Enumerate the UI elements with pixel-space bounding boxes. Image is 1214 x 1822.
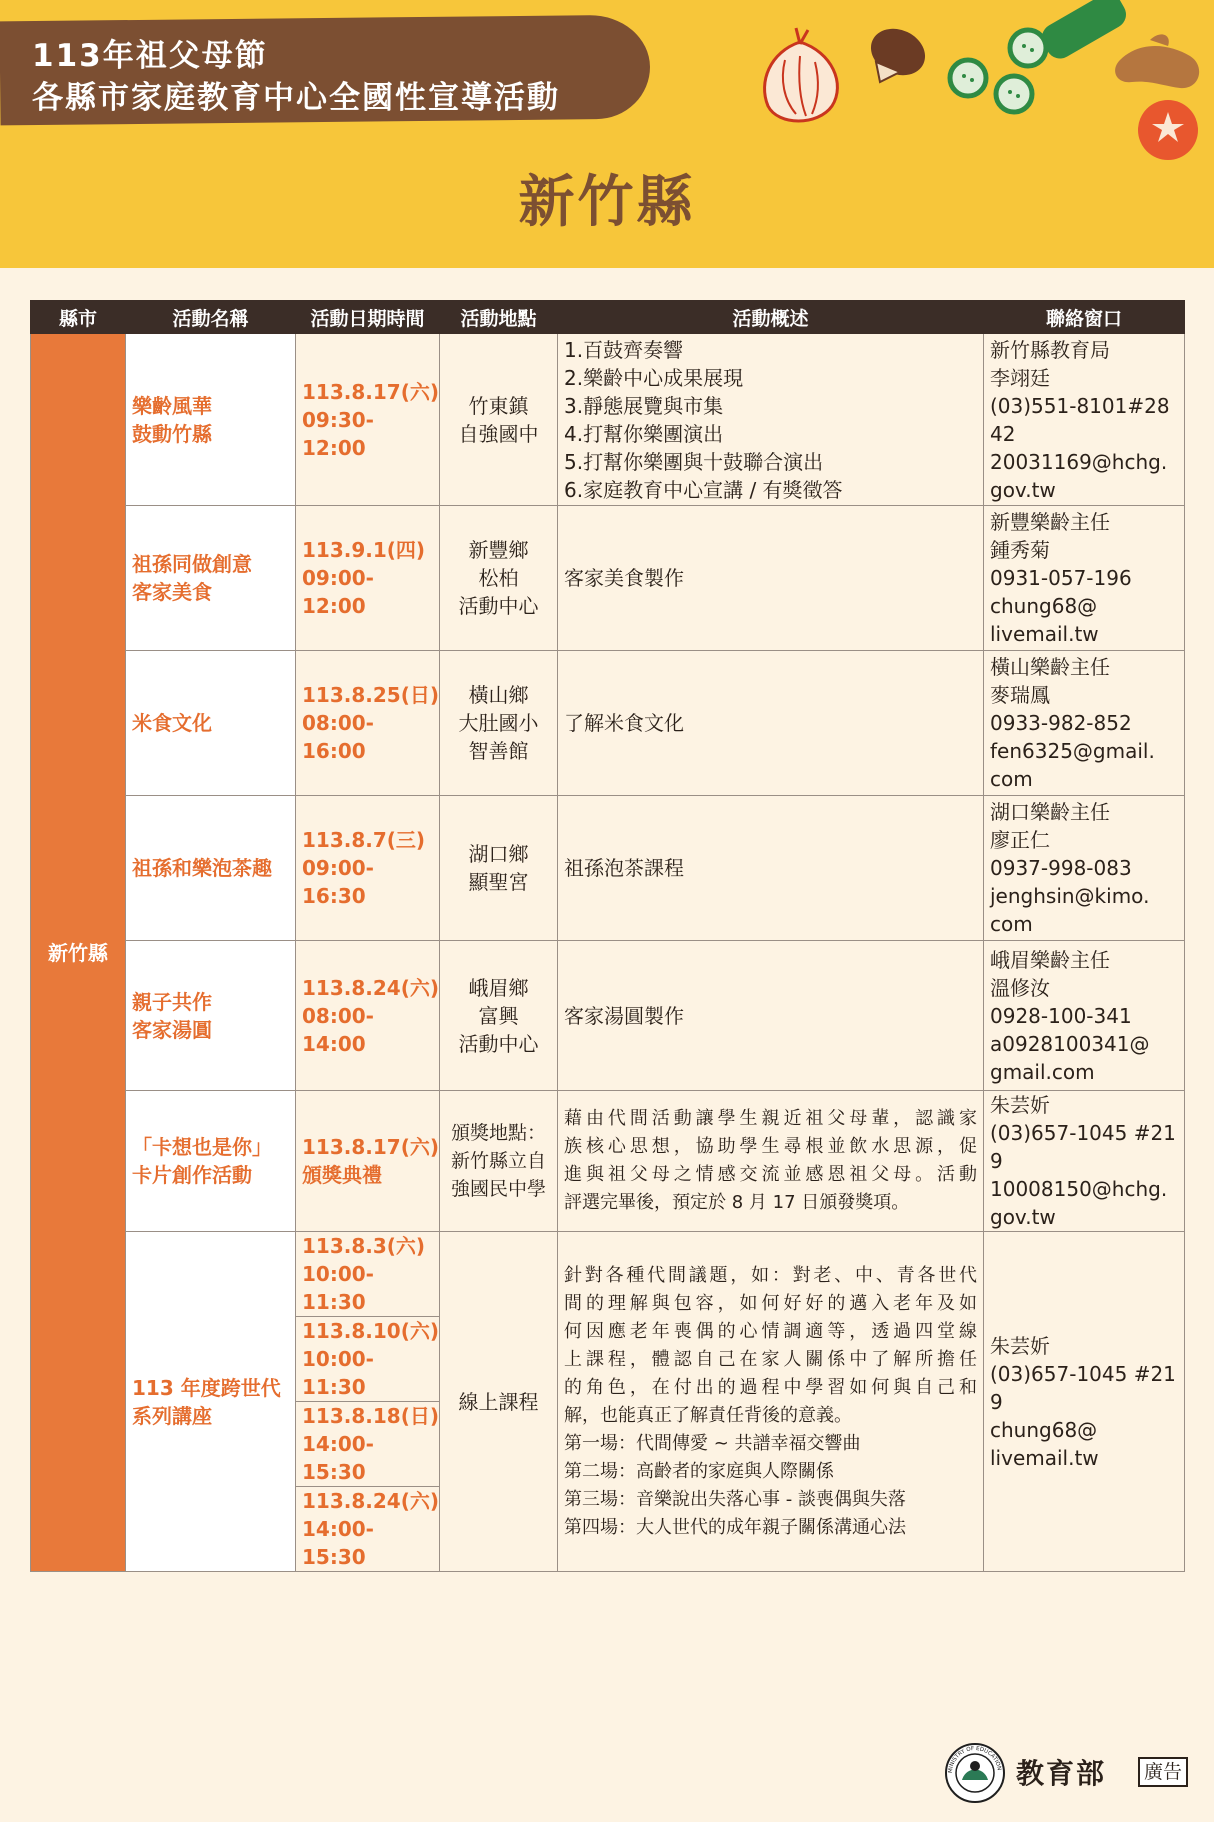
location-line: 智善館 [468, 739, 529, 763]
contact-line: 20031169@hchg. [990, 449, 1168, 474]
contact-line: livemail.tw [990, 1445, 1099, 1470]
table-row [31, 1091, 1185, 1232]
county-title: 新竹縣 [518, 170, 696, 235]
location-line: 強國民中學 [450, 1178, 546, 1200]
description-line: 評選完畢後，預定於 8 月 17 日頒發獎項。 [564, 1192, 910, 1213]
contact-line: com [990, 912, 1033, 936]
time-line: 14:00-15:30 [302, 1517, 374, 1569]
date-line: 113.9.1(四) [302, 538, 426, 562]
ginger-icon [1115, 34, 1199, 88]
contact-cell [984, 1091, 1185, 1232]
contact-line: livemail.tw [990, 622, 1099, 646]
description-line: 的角色，在付出的過程中學習如何與自己和 [564, 1376, 977, 1398]
description-line: 間的理解與包容，如何好好的邁入老年及如 [564, 1292, 977, 1314]
description-cell [558, 1232, 984, 1572]
time-line: 08:00-16:00 [302, 711, 374, 763]
description-cell [558, 796, 984, 941]
description-line: 第三場：音樂說出失落心事 - 談喪偶與失落 [564, 1488, 906, 1510]
description-line: 3.靜態展覽與市集 [564, 393, 724, 418]
col-header-county: 縣市 [31, 301, 126, 334]
description-line: 4.打幫你樂團演出 [564, 421, 724, 446]
location-line: 大肚國小 [458, 711, 539, 735]
location-line: 新豐鄉 [468, 538, 529, 562]
table-row [31, 651, 1185, 796]
time-line: 09:00-16:30 [302, 856, 374, 908]
description-line: 針對各種代間議題，如：對老、中、青各世代 [564, 1264, 977, 1286]
contact-line: gov.tw [990, 1205, 1056, 1229]
location-line: 富興 [478, 1003, 519, 1028]
activity-name-line: 祖孫同做創意 [132, 552, 252, 576]
description-line: 解，也能真正了解責任背後的意義。 [564, 1404, 852, 1426]
location-line: 松柏 [478, 566, 519, 590]
datetime-cell [296, 941, 440, 1091]
onion-icon [765, 28, 838, 121]
description-cell [558, 506, 984, 651]
ministry-logo-icon [944, 1742, 1006, 1804]
contact-line: 鍾秀菊 [990, 538, 1050, 562]
location-cell [440, 1091, 558, 1232]
main-title-line1: 113年祖父母節 [32, 38, 268, 74]
activity-name-cell [126, 1091, 296, 1232]
activity-name-cell [126, 651, 296, 796]
contact-line: 0933-982-852 [990, 711, 1132, 735]
time-line: 08:00-14:00 [302, 1003, 374, 1056]
contact-line: com [990, 767, 1033, 791]
contact-line: 朱芸妡 [990, 1093, 1050, 1117]
contact-line: chung68@ [990, 594, 1098, 618]
mushroom-icon [863, 20, 932, 84]
contact-line: gov.tw [990, 477, 1056, 502]
description-line: 客家湯圓製作 [564, 1003, 684, 1028]
header-banner [0, 0, 1214, 268]
award-line: 頒獎典禮 [302, 1163, 382, 1187]
activity-name-line: 鼓動竹縣 [132, 421, 212, 446]
location-line: 新竹縣立自 [450, 1150, 546, 1172]
activity-name-cell [126, 334, 296, 506]
contact-line: 10008150@hchg. [990, 1177, 1168, 1201]
description-line: 第四場：大人世代的成年親子關係溝通心法 [564, 1516, 906, 1538]
contact-line: 湖口樂齡主任 [990, 800, 1110, 824]
date-line: 113.8.10(六) [302, 1319, 439, 1343]
table-row [31, 941, 1185, 1091]
date-line: 113.8.7(三) [302, 828, 426, 852]
contact-line: 麥瑞鳳 [990, 683, 1050, 707]
main-title-line2: 各縣市家庭教育中心全國性宣導活動 [32, 80, 560, 116]
time-line: 14:00-15:30 [302, 1432, 374, 1484]
description-line: 祖孫泡茶課程 [564, 856, 684, 880]
datetime-cell [296, 651, 440, 796]
contact-line: (03)657-1045 #219 [990, 1361, 1176, 1414]
description-cell [558, 941, 984, 1091]
contact-cell [984, 651, 1185, 796]
location-cell [440, 1232, 558, 1572]
activity-name-line: 「卡想也是你」 [132, 1135, 272, 1159]
date-line: 113.8.24(六) [302, 1489, 439, 1513]
date-line: 113.8.25(日) [302, 683, 439, 707]
contact-line: 李翊廷 [990, 365, 1050, 390]
description-line: 1.百鼓齊奏響 [564, 337, 684, 362]
table-row [31, 796, 1185, 941]
description-line: 何因應老年喪偶的心情調適等，透過四堂線 [564, 1320, 977, 1342]
session-datetime-cell [296, 1317, 440, 1402]
activity-name-line: 親子共作 [132, 989, 212, 1014]
datetime-cell [296, 334, 440, 506]
logo-arc-text: MINISTRY OF EDUCATION [947, 1745, 1002, 1774]
col-header-datetime: 活動日期時間 [296, 301, 440, 334]
contact-line: chung68@ [990, 1417, 1098, 1442]
ad-label: 廣告 [1138, 1757, 1188, 1787]
location-line: 活動中心 [458, 594, 539, 618]
description-line: 客家美食製作 [564, 566, 684, 590]
activity-name-line: 系列講座 [132, 1403, 212, 1428]
col-header-description: 活動概述 [558, 301, 984, 334]
contact-line: (03)551-8101#2842 [990, 393, 1170, 446]
description-line: 了解米食文化 [564, 711, 684, 735]
county-cell: 新竹縣 [31, 334, 126, 1572]
activity-name-line: 卡片創作活動 [132, 1163, 252, 1187]
contact-line: 0928-100-341 [990, 1003, 1132, 1028]
activity-name-cell [126, 796, 296, 941]
session-datetime-cell [296, 1487, 440, 1572]
col-header-activity-name: 活動名稱 [126, 301, 296, 334]
date-line: 113.8.24(六) [302, 975, 439, 1000]
location-line: 自強國中 [458, 421, 539, 446]
datetime-cell [296, 796, 440, 941]
contact-line: 廖正仁 [990, 828, 1050, 852]
location-cell [440, 506, 558, 651]
contact-cell [984, 1232, 1185, 1572]
vegetable-illustrations [0, 0, 1214, 268]
contact-line: jenghsin@kimo. [990, 884, 1150, 908]
time-line: 09:30-12:00 [302, 407, 374, 460]
location-cell [440, 941, 558, 1091]
activity-name-cell [126, 941, 296, 1091]
contact-line: 新豐樂齡主任 [990, 510, 1110, 534]
contact-cell [984, 506, 1185, 651]
description-line: 進與祖父母之情感交流並感恩祖父母。活動 [564, 1164, 977, 1185]
datetime-cell [296, 1091, 440, 1232]
description-cell [558, 334, 984, 506]
location-line: 橫山鄉 [468, 683, 529, 707]
description-line: 藉由代間活動讓學生親近祖父母輩，認識家 [564, 1108, 977, 1129]
table-row [31, 334, 1185, 506]
contact-line: gmail.com [990, 1059, 1095, 1084]
table-header-row [31, 301, 1185, 334]
location-line: 顯聖宮 [468, 870, 529, 894]
activity-table [30, 300, 1185, 1572]
contact-cell [984, 796, 1185, 941]
description-line: 上課程，體認自己在家人關係中了解所擔任 [564, 1348, 977, 1370]
cucumber-icon [950, 0, 1131, 112]
col-header-location: 活動地點 [440, 301, 558, 334]
location-line: 湖口鄉 [468, 842, 529, 866]
activity-name-cell [126, 1232, 296, 1572]
date-line: 113.8.17(六) [302, 1135, 439, 1159]
session-datetime-cell [296, 1232, 440, 1317]
activity-name-line: 樂齡風華 [132, 393, 212, 418]
contact-line: fen6325@gmail. [990, 739, 1155, 763]
date-line: 113.8.3(六) [302, 1234, 426, 1258]
activity-name-line: 祖孫和樂泡茶趣 [132, 856, 272, 880]
datetime-cell [296, 506, 440, 651]
location-cell [440, 334, 558, 506]
contact-line: 峨眉樂齡主任 [990, 947, 1110, 972]
location-line: 線上課程 [458, 1389, 539, 1414]
ministry-name: 教育部 [1016, 1757, 1107, 1790]
time-line: 10:00-11:30 [302, 1262, 374, 1314]
contact-line: a0928100341@ [990, 1031, 1150, 1056]
description-cell [558, 1091, 984, 1232]
location-cell [440, 651, 558, 796]
location-line: 竹東鎮 [468, 393, 529, 418]
contact-line: 橫山樂齡主任 [990, 655, 1110, 679]
activity-name-line: 113 年度跨世代 [132, 1375, 281, 1400]
session-datetime-cell [296, 1402, 440, 1487]
location-line: 活動中心 [458, 1031, 539, 1056]
date-line: 113.8.18(日) [302, 1404, 439, 1428]
location-cell [440, 796, 558, 941]
time-line: 09:00-12:00 [302, 566, 374, 618]
contact-line: (03)657-1045 #219 [990, 1121, 1176, 1173]
description-line: 第一場：代間傳愛 ~ 共譜幸福交響曲 [564, 1432, 861, 1454]
contact-line: 新竹縣教育局 [990, 337, 1110, 362]
description-cell [558, 651, 984, 796]
contact-cell [984, 941, 1185, 1091]
activity-name-line: 客家美食 [132, 580, 212, 604]
description-line: 族核心思想，協助學生尋根並飲水思源，促 [564, 1136, 977, 1157]
contact-cell [984, 334, 1185, 506]
description-line: 2.樂齡中心成果展現 [564, 365, 744, 390]
contact-line: 溫修汝 [990, 975, 1050, 1000]
description-line: 6.家庭教育中心宣講 / 有獎徵答 [564, 477, 843, 502]
activity-name-line: 客家湯圓 [132, 1017, 212, 1042]
description-line: 第二場：高齡者的家庭與人際關係 [564, 1460, 834, 1482]
date-line: 113.8.17(六) [302, 379, 439, 404]
table-row [31, 506, 1185, 651]
location-line: 峨眉鄉 [468, 975, 529, 1000]
contact-line: 0931-057-196 [990, 566, 1132, 590]
activity-name-cell [126, 506, 296, 651]
table-row-lecture [31, 1232, 1185, 1317]
contact-line: 朱芸妡 [990, 1333, 1050, 1358]
time-line: 10:00-11:30 [302, 1347, 374, 1399]
tomato-icon [1138, 100, 1198, 160]
location-line: 頒獎地點： [450, 1122, 546, 1144]
contact-line: 0937-998-083 [990, 856, 1132, 880]
description-line: 5.打幫你樂團與十鼓聯合演出 [564, 449, 824, 474]
col-header-contact: 聯絡窗口 [984, 301, 1185, 334]
activity-name-line: 米食文化 [132, 711, 212, 735]
